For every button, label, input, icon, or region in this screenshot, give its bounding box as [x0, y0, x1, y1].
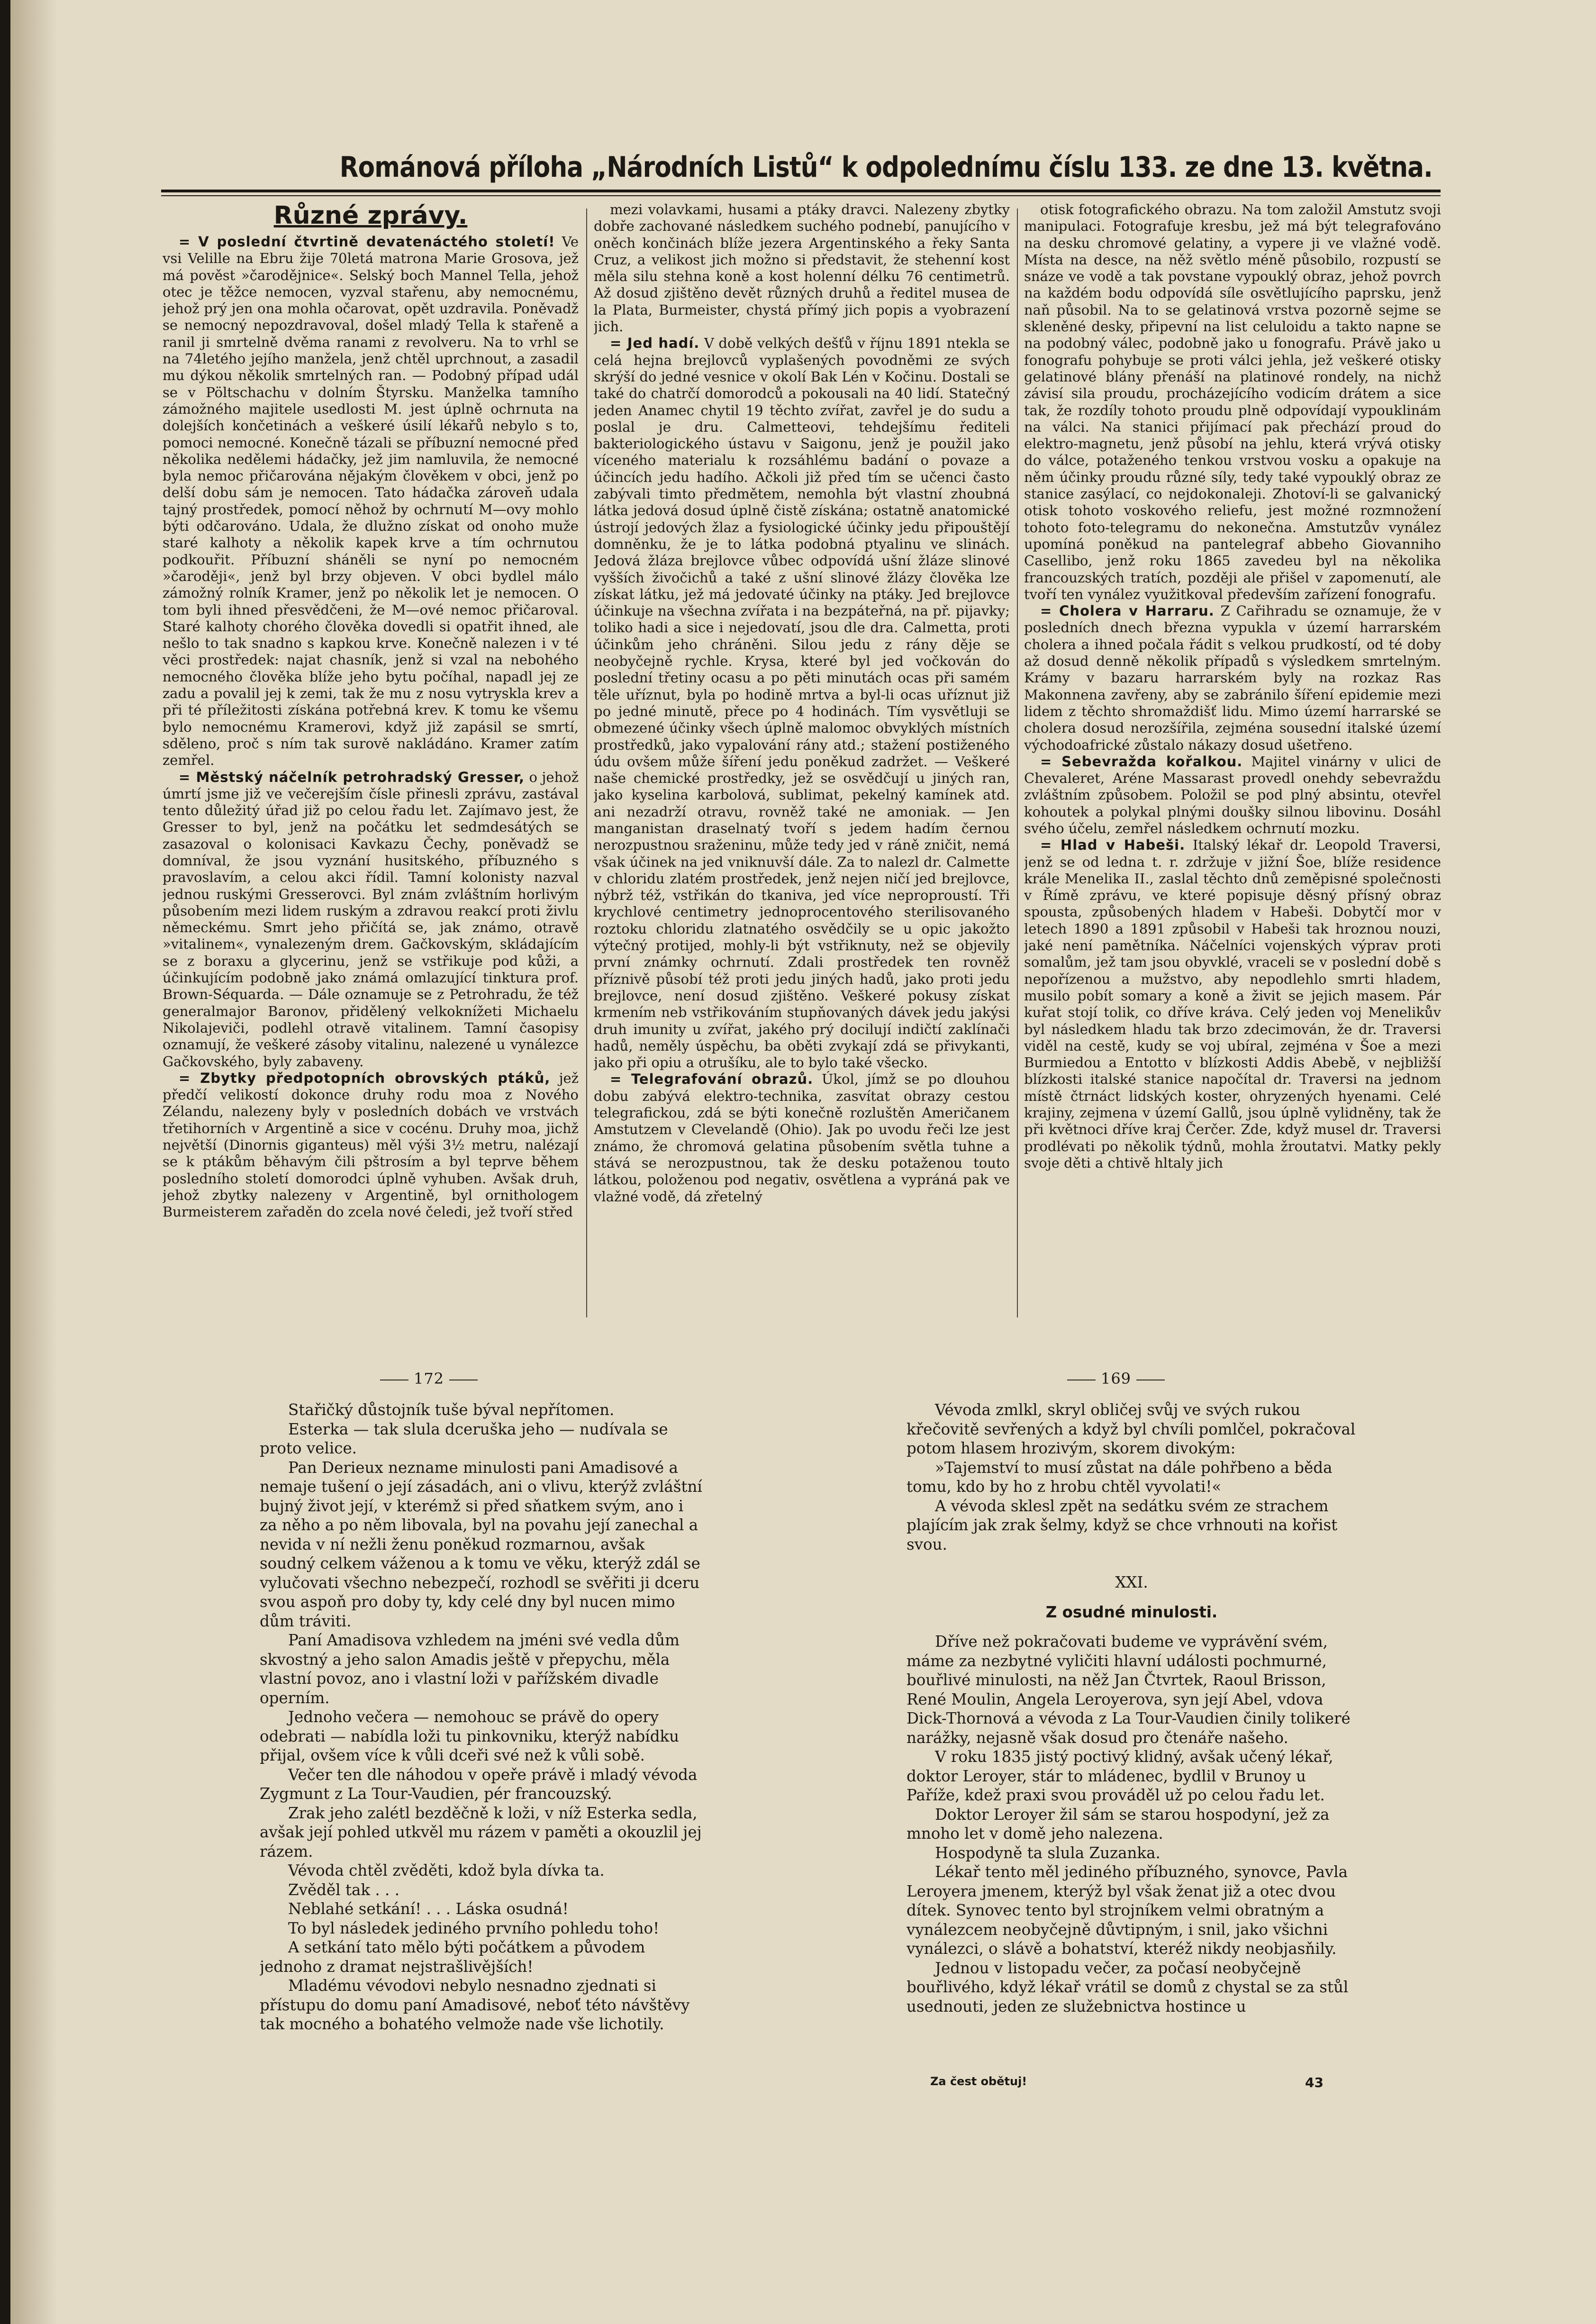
news-item-text: Majitel vinárny v ulici de Chevaleret, Aréne Massarast provedl onehdy sebevraždu zvláštním způsobem. Položil se pod plný absintu, otevřel kohoutek a polykal plnými doušky silnou libovinu. Dosáhl svého účelu, zemřel následkem ochrnutí mozku.	[1024, 753, 1441, 836]
novel-paragraph: To byl následek jediného prvního pohledu toho!	[288, 1919, 660, 1937]
novel-paragraph: Mladému vévodovi nebylo nesnadno zjednati si přístupu do domu paní Amadisové, neboť této návštěvy tak mocného a bohatého velmože nade vše lichotily.	[260, 1977, 690, 2033]
page-number-left: 172	[358, 1370, 500, 1388]
signature-line	[907, 2075, 1357, 2096]
news-item-heading: = Sebevražda kořalkou.	[1040, 753, 1243, 770]
news-item	[594, 1071, 1010, 1205]
novel-paragraph: Lékař tento měl jediného příbuzného, synovce, Pavla Leroyera jmenem, kterýž byl však ženat již a otec dvou dítek. Synovec tento byl strojníkem velmi obratným a vynálezcem neobyčejně důvtipným, i snil, jako všichni vynálezci, o slávě a bohatství, kteréž nikdy neobjasňily.	[907, 1863, 1348, 1958]
novel-paragraph: Esterka — tak slula dceruška jeho — nudívala se proto velice.	[260, 1420, 668, 1457]
novel-paragraph: Vévoda chtěl zvěděti, kdož byla dívka ta.	[288, 1861, 605, 1879]
novel-paragraph: Jednou v listopadu večer, za počasí neobyčejně bouřlivého, když lékař vrátil se domů z chystal se za stůl usednouti, jeden ze služebnictva hostince u	[907, 1959, 1349, 2015]
supplement-header: Románová příloha „Národních Listů“ k odpolednímu číslu 133. ze dne 13. května.	[339, 151, 1433, 184]
novel-column-right	[907, 1400, 1357, 2073]
news-column-1	[163, 201, 579, 1327]
column-divider	[586, 209, 587, 1317]
news-item	[1024, 603, 1441, 753]
novel-paragraph: A vévoda sklesl zpět na sedátku svém ze strachem plajícím jak zrak šelmy, když se chce vrhnouti na kořist svou.	[907, 1497, 1338, 1553]
news-item-text: Úkol, jímž se po dlouhou dobu zabývá elektro-technika, zasvítat obrazy cestou telegrafickou, zdá se býti konečně rozluštěn Američanem Amstutzem v Clevelandě (Ohio). Jak po uvodu řeči lze jest známo, že chromová gelatina působením světla tuhne a stává se nerozpustnou, tak že desku potaženou touto látkou, položenou pod negativ, osvětlena a vypráná pak ve vlažné vodě, dá zřetelný	[594, 1071, 1010, 1205]
novel-paragraph: Pan Derieux nezname minulosti pani Amadisové a nemaje tušení o její zásadách, ani o vlivu, kterýž zvláštní bujný život její, v kterémž si před sňatkem svým, ano i za něho a po něm libovala, byl na povahu její zanechal a nevida v ní nežli ženu poněkud rozmarnou, avšak soudný celkem váženou a k tomu ve věku, kterýž zdál se vylučovati všechno nebezpečí, rozhodl se svěřiti ji dceru svou aspoň pro doby ty, kdy celé dny byl nucen mimo dům tráviti.	[260, 1458, 702, 1630]
news-item	[594, 335, 1010, 1071]
novel-paragraph: Doktor Leroyer žil sám se starou hospodyní, jež za mnoho let v domě jeho nalezena.	[907, 1805, 1330, 1843]
news-item-text: mezi volavkami, husami a ptáky dravci. Nalezeny zbytky dobře zachované následkem suchého podnebí, panujícího v oněch končinách blíže jezera Argentinského a řeky Santa Cruz, a velikost jich možno si představit, že stehenní kost měla silu stehna koně a kost holenní délku 76 centimetrů. Až dosud zjištěno devět různých druhů a ředitel musea de la Plata, Burmeister, chystá přímý jich popis a vyobrazení jich.	[594, 201, 1010, 335]
novel-paragraph: A setkání tato mělo býti počátkem a původem jednoho z dramat nejstrašlivějších!	[260, 1938, 645, 1976]
scan-edge	[0, 0, 10, 2324]
novel-paragraph: Jednoho večera — nemohouc se právě do opery odebrati — nabídla loži tu pinkovniku, kterýž nabídku přijal, ovšem více k vůli dceři své než k vůli sobě.	[260, 1708, 680, 1764]
header-rule-thin	[161, 195, 1441, 196]
news-item	[1024, 837, 1441, 1171]
news-item-text: Italský lékař dr. Leopold Traversi, jenž se od ledna t. r. zdržuje v jižní Šoe, blíže residence krále Menelika II., zaslal těchto dnů zeměpisné společnosti v Římě zprávu, ve které popisuje děsný přísný obraz spousta, způsobených hladem v Habeši. Dobytčí mor v letech 1890 a 1891 způsobil v Habeši tak hroznou nouzi, jaké není pamětníka. Náčelníci vojenských výprav proti somalům, jež tam jsou obyvklé, vraceli se v poslední době s nepořízenou a mužstvo, aby nepodlehlo smrti hladem, musilo pobít somary a koně a živit se jejich masem. Pár kuřat stojí tolik, co dříve kráva. Celý jeden voj Menelikův byl následkem hladu tak brzo zdecimován, že dr. Traversi viděl na cestě, kudy se voj ubíral, zejména v Šoe a mezi Burmiedou a Entotto v blízkosti Addis Abebě, v nejbližší blízkosti italské stanice napočítal dr. Traversi na jednom místě čtrnáct lidských koster, ohryzených hyenami. Celé krajiny, zejmena v území Gallů, jsou úplně vylidněny, tak že při květnoci dříve kraj Čerčer. Zde, když musel dr. Traversi prodlévati po několik týdnů, mohla žroutatvi. Matky pekly svoje děti a chtivě hltaly jich	[1024, 837, 1441, 1171]
novel-paragraph: »Tajemství to musí zůstat na dále pohřbeno a běda tomu, kdo by ho z hrobu chtěl vyvolati!«	[907, 1458, 1333, 1496]
novel-paragraph: Zrak jeho zalétl bezděčně k loži, v níž Esterka sedla, avšak její pohled utkvěl mu rázem v paměti a okouzlil jej rázem.	[260, 1804, 702, 1861]
page-number-right: 169	[1045, 1370, 1187, 1388]
section-title: Různé zprávy.	[273, 201, 468, 230]
news-item-text: Ve vsi Velille na Ebru žije 70letá matrona Marie Grosova, jež má pověst »čarodějnice«. Selský boch Mannel Tella, jehož otec je těžce nemocen, vyzval stařenu, aby nemocnému, jehož prý jen ona mohla očarovat, opět uzdravila. Poněvadž se nemocný nepozdravoval, došel mladý Tella k stařeně a ranil ji smrtelně dvěma ranami z revolveru. Na to vrhl se na 74letého jejího manžela, jenž chtěl uprchnout, a zasadil mu dýkou několik smrtelných ran. — Podobný případ udál se v Pöltschachu v dolním Štyrsku. Manželka tamního zámožného majitele usedlosti M. jest úplně ochrnuta na dolejších končetinách a veškeré úsilí lékařů nebylo s to, pomoci nemocné. Konečně tázali se příbuzní nemocné před několika nedělemi hádačky, jež jim namluvila, že nemocné byla nemoc přičarována nějakým člověkem v obci, jenž po delší dobu sám je nemocen. Tato hádačka zároveň udala tajný prostředek, pomocí něhož by ochrnutí M—ovy mohlo býti odčarováno. Udala, že dlužno získat od onoho muže staré kalhoty a několik kapek krve a tím ochrnutou podkouřit. Příbuzní sháněli se nyní po nemocném »čaroději«, jenž byl brzy objeven. V obci bydlel málo zámožný rolník Kramer, jenž po několik let je nemocen. O tom byli ihned přesvědčeni, že M—ové nemoc přičaroval. Staré kalhoty chorého člověka dovedli si opatřit ihned, ale nešlo to tak snadno s kapkou krve. Konečně nalezen i v té věci prostředek: najat chasník, jenž si vzal na nebohého nemocného člověka blíže jeho bytu počíhal, napadl jej ze zadu a povalil jej k zemi, tak že mu z nosu vytryskla krev a při té příležitosti získána potřebná krev. K tomu ke všemu bylo nemocnému Kramerovi, když již zapásil se smrtí, sděleno, proč s ním tak surově nakládáno. Kramer zatím zemřel.	[163, 234, 579, 769]
novel-paragraph: Stařičký důstojník tuše býval nepřítomen.	[288, 1401, 615, 1419]
news-column-2	[594, 201, 1010, 1327]
news-item	[163, 769, 579, 1070]
news-item-heading: = Zbytky předpotopních obrovských ptáků,	[179, 1070, 551, 1086]
news-item-heading: = Jed hadí.	[610, 335, 700, 352]
chapter-title: Z osudné minulosti.	[1045, 1603, 1218, 1621]
novel-paragraph: Hospodyně ta slula Zuzanka.	[935, 1843, 1161, 1862]
chapter-number: XXI.	[1115, 1573, 1148, 1591]
column-divider	[1017, 209, 1018, 1317]
news-column-3	[1024, 201, 1441, 1327]
news-item-text: V době velkých dešťů v říjnu 1891 ntekla se celá hejna brejlovců vyplašených povodněmi ze svých skrýší do jedné vesnice v okolí Bak Lén v Kočinu. Dostali se také do chatrčí domorodců a pokousali na 40 lidí. Statečný jeden Anamec chytil 19 těchto zvířat, zavřel je do sudu a poslal je dru. Calmetteovi, tehdejšímu řediteli bakteriologického ústavu v Saigonu, jenž je použil jako víceného materialu k rozsáhlému badání o povaze a účincích jedu hadího. Ačkoli již před tím se učenci často zabývali timto předmětem, nemohla být vlastní zhoubná látka jedová dosud úplně čistě získána; ostatně anatomické ústrojí jedových žlaz a fysiologické účinky jedu připouštějí domněnku, že je to látka podobná ptyalinu ve slinách. Jedová žláza brejlovce vůbec odpovídá ušní žláze slinové vyšších živočichů a také z ušní slinové žlázy člověka lze získat látku, jež má jedovaté účinky na ptáky. Jed brejlovce účinkuje na všechna zvířata i na bezpáteřná, na př. pijavky; toliko hadi a sice i nejedovatí, jsou dle dra. Calmetta, proti účinkům jeho chráněni. Silou jedu z rány děje se neobyčejně rychle. Krysa, které byl jed vočkován do poslední třetiny ocasu a po pěti minutách ocas při samém těle uříznut, byla po hodině mrtva a byl-li ocas uříznut již po jedné minutě, přece po 4 hodinách. Tím vysvětluji se obmezené účinky všech úplně malomoc obvyklých místních prostředků, jako vypalování rány atd.; stažení postiženého údu ovšem může šíření jedu poněkud zadržet. — Veškeré naše chemické prostředky, jež se osvědčují u jiných ran, jako kyselina karbolová, sublimat, pekelný kamínek atd. ani nezadrží otravu, rovněž také ne amoniak. — Jen manganistan draselnatý tvoří s jedem hadím černou nerozpustnou sraženinu, může tedy jed v ráně zničit, nemá však účinek na jed vniknuvší dále. Za to nalezl dr. Calmette v chloridu zlatém prostředek, jenž nejen ničí jed brejlovce, nýbrž též, vstřikán do tkaniva, jed více neproproustí. Tři krychlové centimetry jednoprocentového sterilisovaného roztoku chloridu zlatnatého osvědčily se u opic jakožto výtečný protijed, mohly-li být vstřiknuty, než se objevily první známky ochrnutí. Zdali prostředek ten rovněž příznivě působí též proti jedu jiných hadů, jako proti jedu brejlovce, není dosud zjištěno. Veškeré pokusy získat krmením neb vstřikováním stupňovaných dávek jedu jakýsi druh imunity u zvířat, jakého prý docilují indičtí zaklínači hadů, neměly úspěchu, ba oběti zvykají zdá se přivykanti, jako při opiu a otrušíku, ale to bylo také všecko.	[594, 335, 1010, 1071]
news-item-heading: = Hlad v Habeši.	[1040, 837, 1186, 853]
news-item-heading: = Telegrafování obrazů.	[610, 1071, 814, 1088]
signature-text: Za čest obětuj!	[930, 2075, 1027, 2088]
news-item-text: jež předčí velikostí dokonce druhy rodu moa z Nového Zélandu, nalezeny byly v posledních dobách ve vrstvách třetihorních v Argentině a sice v cocénu. Druhy moa, jichž největší (Dinornis giganteus) měl výši 3½ metru, nalézají se k ptákům běhavým čili pštrosím a byl teprve během posledního století domorodci úplně vyhuben. Avšak druh, jehož zbytky nalezeny v Argentině, byl ornithologem Burmeisterem zařaděn do zcela nové čeledi, jež tvoří střed	[163, 1070, 579, 1220]
news-item	[163, 1070, 579, 1221]
news-item-heading: = Cholera v Harraru.	[1040, 603, 1215, 619]
news-item-text: o jehož úmrtí jsme již ve večerejším čísle přinesli zprávu, zastával tento důležitý úřad již po celou řadu let. Zajímavo jest, že Gresser to byl, jenž na počátku let sedmdesátých se zasazoval o kolonisaci Kavkazu Čechy, poněvadž se domníval, že jsou vyznání husitského, příbuzného s pravoslavím, a celou akci řídil. Tamní kolonisty nazval jednou ruskými Gresserovci. Byl znám zvláštním horlivým působením mezi lidem ruským a zdravou reakcí proti živlu německému. Smrt jeho přičítá se, jak známo, otravě »vitalinem«, vynalezeným drem. Gačkovským, skládajícím se z boraxu a glycerinu, jenž se vstřikuje pod kůži, a účinkujícím podobně jako známá omlazující tinktura prof. Brown-Séquarda. — Dále oznamuje se z Petrohradu, že též generalmajor Baronov, přidělený velkoknížeti Michaelu Nikolajeviči, podlehl otravě vitalinem. Tamní časopisy oznamují, že veškeré zásoby vitalinu, nalezené u vynálezce Gačkovského, byly zabaveny.	[163, 769, 579, 1070]
header-rule	[161, 190, 1441, 192]
novel-column-left	[260, 1400, 705, 2121]
novel-paragraph: Zvěděl tak . . .	[288, 1880, 400, 1899]
novel-paragraph: V roku 1835 jistý poctivý klidný, avšak učený lékař, doktor Leroyer, stár to mládenec, bydlil v Brunoy u Paříže, kdež praxi svou prováděl už po celou řadu let.	[907, 1748, 1333, 1804]
news-item-text: otisk fotografického obrazu. Na tom založil Amstutz svoji manipulaci. Fotografuje kresbu, jež má být telegrafováno na desku chromové gelatiny, a vypere ji ve vlažné vodě. Místa na desce, na něž světlo méně působilo, rozpustí se snáze ve vodě a tak povstane vypouklý obraz, jehož povrch na každém bodu odpovídá síle osvětlujícího paprsku, jenž naň působil. Na to se gelatinová vrstva pozorně sejme se skleněné desky, připevní na list celuloidu a takto napne se na podobný válec, podobně jako u fonografu. Právě jako u fonografu pohybuje se proti válci jehla, jež veškeré otisky gelatinové blány přenáší na platinové rondely, na nichž závisí sila proudu, procházejícího vodicím drátem a sice tak, že rozdíly tohoto proudu plně odpovídají vypouklinám na válci. Na stanici přijímací pak přechází proud do elektro-magnetu, jenž působí na jehlu, která vrývá otisky do válce, potaženého tenkou vrstvou vosku a opakuje na něm účinky proudu různé síly, tedy také vypouklý obraz ze stanice zasýlací, co nejdokonaleji. Zhotoví-li se galvanický otisk tohoto voskového reliefu, jest možné rozmnožení tohoto foto-telegramu do nekonečna. Amstutzův vynález upomíná poněkud na pantelegraf abbeho Giovanniho Casellibo, jenž roku 1865 zavedeu byl na několika francouzských tratích, později ale přišel v zapomenutí, ale tvoří ten vynález využitkoval především zařízení fonografu.	[1024, 201, 1441, 602]
news-item	[594, 201, 1010, 335]
news-item-heading: = Městský náčelník petrohradský Gresser,	[179, 769, 525, 785]
news-item	[1024, 201, 1441, 603]
signature-number: 43	[1305, 2075, 1324, 2090]
novel-paragraph: Neblahé setkání! . . . Láska osudná!	[288, 1900, 569, 1918]
news-item-heading: = V poslední čtvrtině devatenáctého století!	[179, 234, 555, 250]
news-item	[1024, 753, 1441, 837]
news-item	[163, 234, 579, 769]
novel-paragraph: Vévoda zmlkl, skryl obličej svůj ve svých rukou křečovitě sevřených a když byl chvíli pomlčel, pokračoval potom hlasem hrozivým, skorem divokým:	[907, 1401, 1356, 1457]
novel-paragraph: Večer ten dle náhodou v opeře právě i mladý vévoda Zygmunt z La Tour-Vaudien, pér francouzský.	[260, 1765, 698, 1803]
novel-paragraph: Dříve než pokračovati budeme ve vyprávění svém, máme za nezbytné vyličiti hlavní události pochmurné, bouřlivé minulosti, na něž Jan Čtvrtek, Raoul Brisson, René Moulin, Angela Leroyerova, syn její Abel, vdova Dick-Thornová a vévoda z La Tour-Vaudien činily tolikeré narážky, nejasně však dosud pro čtenáře našeho.	[907, 1633, 1351, 1747]
page-shadow	[10, 0, 58, 2324]
news-item-text: Z Cařihradu se oznamuje, že v posledních dnech března vypukla v území harrarském cholera a ihned počala řádit s velkou prudkostí, od té doby až dosud denně několik případů s výsledkem smrtelným. Krámy v bazaru harrarském byly na rozkaz Ras Makonnena zavřeny, aby se zabránilo šíření epidemie mezi lidem z těchto shromaždišť lidu. Mimo území harrarské se cholera dosud nerozšířila, zejména sousední italské území východoafrické zůstalo nákazy dosud ušetřeno.	[1024, 603, 1441, 753]
novel-paragraph: Paní Amadisova vzhledem na jméni své vedla dům skvostný a jeho salon Amadis ještě v přepychu, měla vlastní povoz, ano i vlastní loži v pařížském divadle operním.	[260, 1631, 680, 1707]
